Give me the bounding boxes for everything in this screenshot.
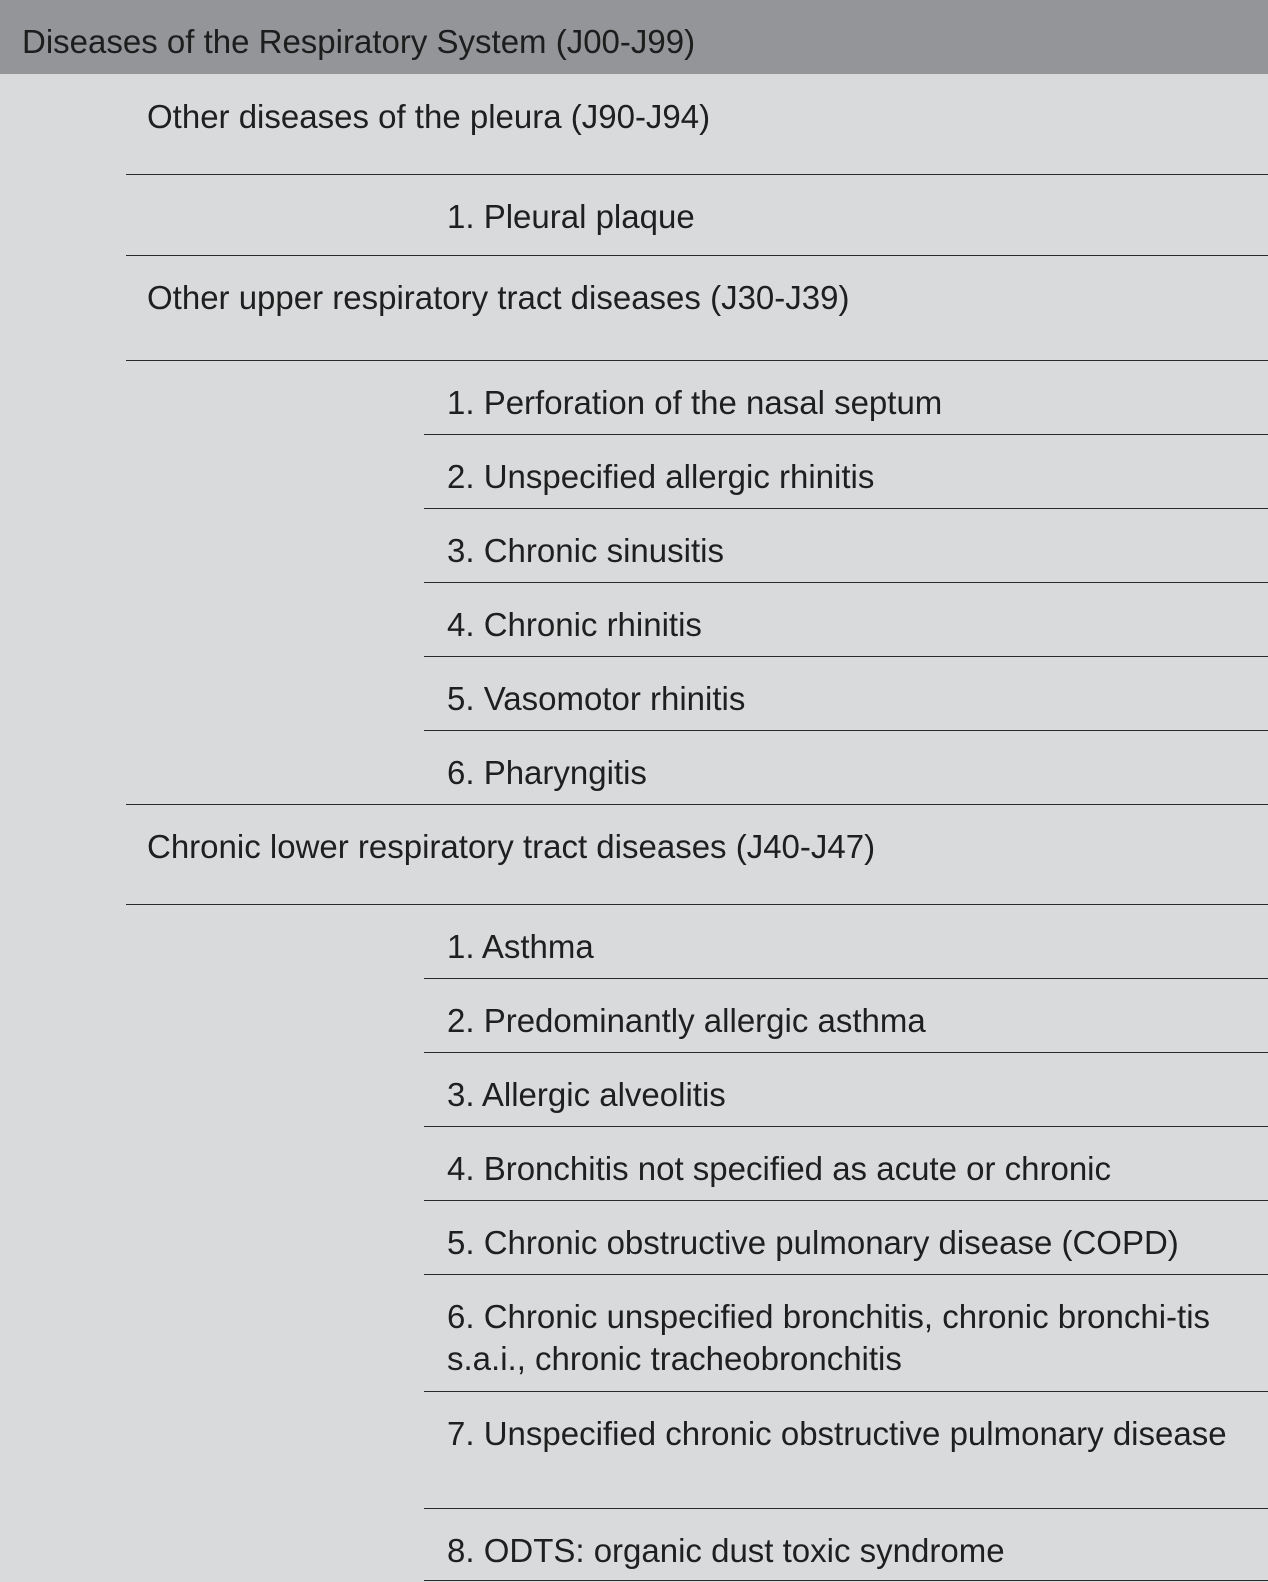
list-item: 8. ODTS: organic dust toxic syndrome <box>447 1532 1005 1569</box>
divider <box>424 978 1268 979</box>
list-item: 1. Perforation of the nasal septum <box>447 384 943 421</box>
divider <box>126 255 1268 256</box>
divider <box>126 904 1268 905</box>
list-item: 5. Chronic obstructive pulmonary disease (COPD) <box>447 1224 1179 1261</box>
list-item: 6. Chronic unspecified bronchitis, chronic bronchi-tis s.a.i., chronic tracheobronchitis <box>447 1298 1211 1377</box>
table-header <box>0 0 1268 74</box>
list-item: 4. Chronic rhinitis <box>447 606 702 643</box>
divider <box>126 174 1268 175</box>
divider <box>424 508 1268 509</box>
divider <box>424 1580 1268 1581</box>
category-pleura: Other diseases of the pleura (J90-J94) <box>147 98 711 135</box>
divider <box>424 582 1268 583</box>
divider <box>424 730 1268 731</box>
list-item: 2. Unspecified allergic rhinitis <box>447 458 875 495</box>
divider <box>126 804 1268 805</box>
list-item: 6. Pharyngitis <box>447 754 647 791</box>
divider <box>424 1508 1268 1509</box>
divider <box>126 360 1268 361</box>
category-upper-respiratory: Other upper respiratory tract diseases (J30-J39) <box>147 279 850 316</box>
list-item: 5. Vasomotor rhinitis <box>447 680 746 717</box>
list-item: 2. Predominantly allergic asthma <box>447 1002 926 1039</box>
list-item: 4. Bronchitis not specified as acute or chronic <box>447 1150 1112 1187</box>
divider <box>424 656 1268 657</box>
divider <box>424 1126 1268 1127</box>
list-item: 7. Unspecified chronic obstructive pulmonary disease <box>447 1415 1227 1452</box>
list-item: 3. Allergic alveolitis <box>447 1076 726 1113</box>
list-item: 3. Chronic sinusitis <box>447 532 724 569</box>
list-item: 1. Pleural plaque <box>447 198 695 235</box>
divider <box>424 1052 1268 1053</box>
divider <box>424 1200 1268 1201</box>
list-item: 1. Asthma <box>447 928 594 965</box>
divider <box>424 1274 1268 1275</box>
divider <box>424 1391 1268 1392</box>
divider <box>424 434 1268 435</box>
table-title: Diseases of the Respiratory System (J00-J99) <box>22 23 696 60</box>
category-lower-respiratory: Chronic lower respiratory tract diseases (J40-J47) <box>147 828 876 865</box>
